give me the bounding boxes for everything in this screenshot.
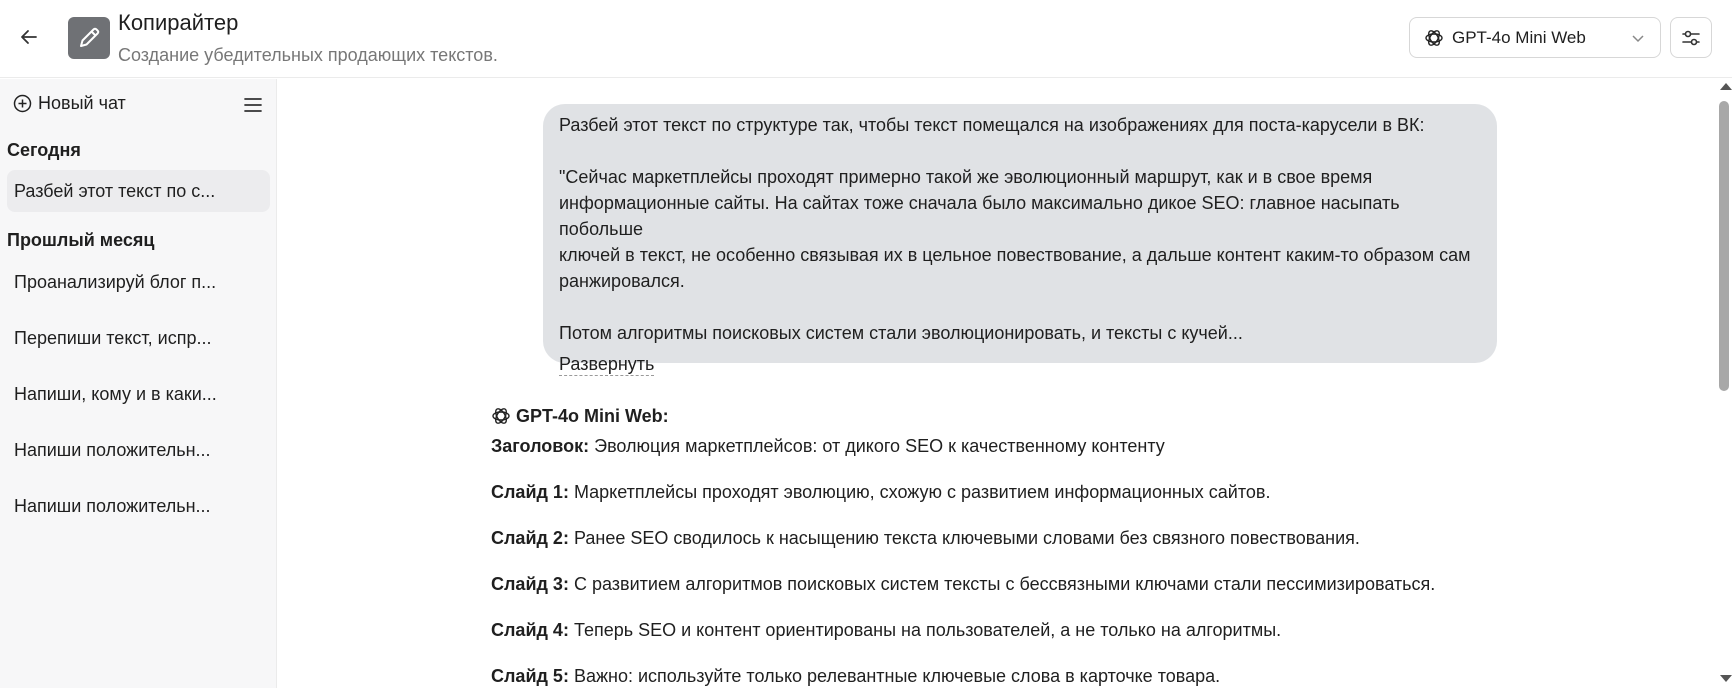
response-line (491, 571, 1491, 597)
scroll-thumb[interactable] (1719, 101, 1729, 391)
chat-history-item[interactable]: Напиши положительн... (14, 495, 211, 516)
openai-logo-icon (1424, 28, 1444, 48)
user-message-text: ранжировался. (559, 271, 685, 291)
user-message-text: ключей в текст, не особенно связывая их в цельное повествование, а дальше контент каким-то образом сам (559, 245, 1471, 265)
model-select[interactable] (1409, 17, 1661, 58)
response-line (491, 663, 1491, 688)
assistant-name: GPT-4o Mini Web: (516, 405, 669, 426)
response-text: Теперь SEO и контент ориентированы на пользователей, а не только на алгоритмы. (568, 620, 1282, 640)
chat-scrollbar[interactable] (1716, 79, 1732, 688)
sidebar-menu-button[interactable] (241, 93, 265, 117)
chat-area (278, 79, 1716, 688)
pencil-icon (75, 24, 103, 52)
settings-button[interactable] (1670, 17, 1712, 58)
response-line (491, 433, 1491, 459)
page-subtitle: Создание убедительных продающих текстов. (118, 45, 498, 65)
scroll-down-arrow-icon[interactable] (1720, 675, 1732, 682)
chat-history-item[interactable]: Проанализируй блог п... (14, 271, 217, 292)
user-message-text: Потом алгоритмы поисковых систем стали эволюционировать, и тексты с кучей... (559, 323, 1243, 343)
response-text: Маркетплейсы проходят эволюцию, схожую с развитием информационных сайтов. (568, 482, 1271, 502)
response-label: Слайд 2: (491, 528, 569, 548)
chat-history-item[interactable]: Перепиши текст, испр... (14, 327, 212, 348)
chevron-down-icon (1630, 30, 1646, 46)
chat-history-item[interactable]: Напиши положительн... (14, 439, 211, 460)
response-label: Слайд 3: (491, 574, 569, 594)
response-label: Заголовок: (491, 436, 590, 456)
plus-circle-icon (13, 94, 32, 113)
app-header (0, 0, 1732, 78)
sliders-icon (1680, 27, 1702, 49)
response-text: Ранее SEO сводилось к насыщению текста ключевыми словами без связного повествования. (568, 528, 1360, 548)
model-select-value: GPT-4o Mini Web (1452, 27, 1586, 47)
openai-logo-icon (491, 406, 511, 426)
response-label: Слайд 1: (491, 482, 569, 502)
response-line (491, 479, 1491, 505)
response-line (491, 617, 1491, 643)
scroll-up-arrow-icon[interactable] (1720, 83, 1732, 90)
sidebar (0, 79, 277, 688)
user-message-text: информационные сайты. На сайтах тоже сначала было максимально дикое SEO: главное насыпать побольше (559, 193, 1400, 239)
response-label: Слайд 5: (491, 666, 569, 686)
arrow-left-icon (19, 27, 39, 47)
expand-message-link[interactable]: Развернуть (559, 354, 655, 374)
new-chat-label: Новый чат (38, 93, 126, 113)
section-title-last-month: Прошлый месяц (7, 230, 155, 250)
user-message-text: Разбей этот текст по структуре так, чтобы текст помещался на изображениях для поста-карусели в ВК: (559, 115, 1425, 135)
assistant-header (491, 403, 1491, 429)
response-text: Важно: используйте только релевантные ключевые слова в карточке товара. (568, 666, 1221, 686)
chat-history-item[interactable]: Разбей этот текст по с... (7, 170, 270, 212)
page-title: Копирайтер (118, 10, 239, 35)
new-chat-button[interactable] (13, 93, 126, 114)
response-text: Эволюция маркетплейсов: от дикого SEO к качественному контенту (589, 436, 1165, 456)
response-line (491, 525, 1491, 551)
app-avatar (68, 17, 110, 59)
assistant-message (491, 403, 1491, 688)
hamburger-menu-icon (243, 96, 263, 114)
response-text: С развитием алгоритмов поисковых систем тексты с бессвязными ключами стали пессимизироваться. (568, 574, 1436, 594)
section-title-today: Сегодня (7, 140, 81, 160)
chat-history-item[interactable]: Напиши, кому и в каки... (14, 383, 217, 404)
user-message-text: "Сейчас маркетплейсы проходят примерно такой же эволюционный маршрут, как и в свое время (559, 167, 1373, 187)
response-label: Слайд 4: (491, 620, 569, 640)
user-message-bubble (543, 104, 1497, 374)
back-button[interactable] (14, 22, 44, 52)
